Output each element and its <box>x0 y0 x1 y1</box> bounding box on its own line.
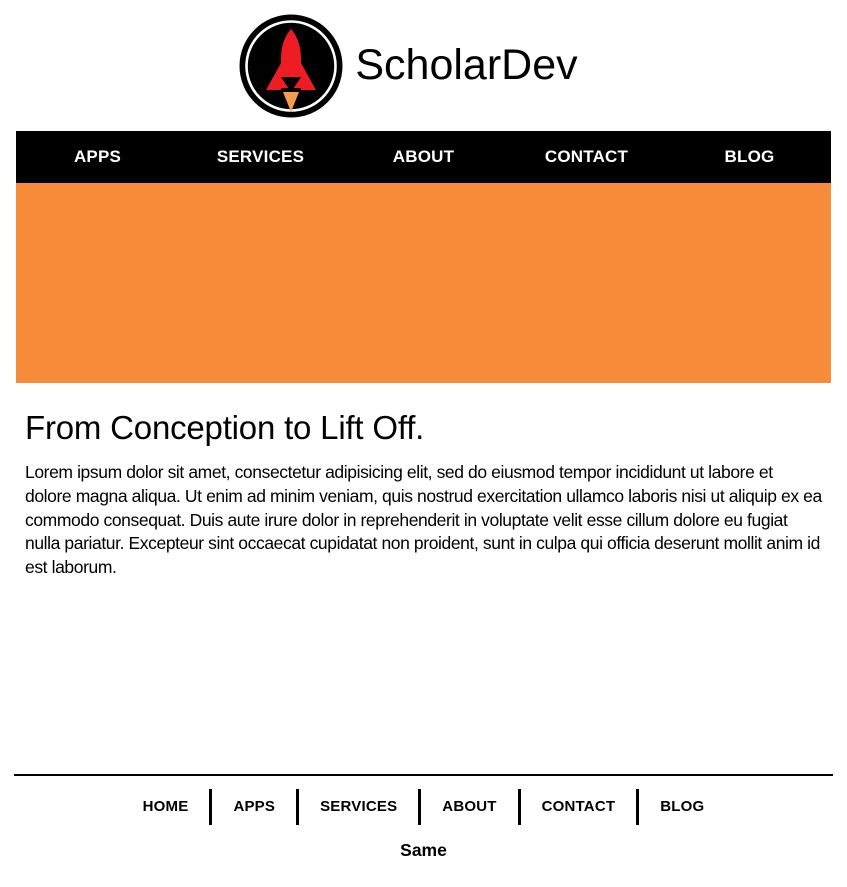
site-header <box>16 0 831 131</box>
page-container <box>16 0 831 861</box>
footer-nav-item-blog[interactable]: BLOG <box>660 798 705 816</box>
footer-nav-item-services[interactable]: SERVICES <box>320 798 398 816</box>
top-nav-item-contact[interactable]: CONTACT <box>544 147 629 166</box>
top-nav-item-about[interactable]: ABOUT <box>392 147 455 166</box>
top-nav-item-blog[interactable]: BLOG <box>724 147 775 166</box>
rocket-icon <box>239 14 343 118</box>
footer-nav-item-about[interactable]: ABOUT <box>442 798 497 816</box>
hero-banner <box>16 183 831 383</box>
main-content <box>16 409 831 580</box>
top-nav-item-apps[interactable]: APPS <box>73 147 122 166</box>
bottom-text: Same <box>400 839 447 860</box>
footer-nav-item-home[interactable]: HOME <box>142 798 189 816</box>
top-nav-item-services[interactable]: SERVICES <box>216 147 305 166</box>
footer-nav <box>16 778 831 836</box>
footer-nav-item-contact[interactable]: CONTACT <box>541 798 616 816</box>
footer-divider <box>14 774 833 776</box>
site-title: ScholarDev <box>355 41 578 89</box>
top-nav <box>16 131 831 183</box>
page-title: From Conception to Lift Off. <box>25 409 425 446</box>
footer-nav-item-apps[interactable]: APPS <box>233 798 276 816</box>
site-logo[interactable] <box>239 14 343 118</box>
intro-paragraph: Lorem ipsum dolor sit amet, consectetur adipisicing elit, sed do eiusmod tempor incididunt ut labore et dolore magna aliqua. Ut enim ad minim veniam, quis nostrud exercitation ullamco laboris nisi ut aliquip ex ea commodo consequat. Duis aute irure dolor in reprehenderit in voluptate velit esse cillum dolore eu fugiat nulla pariatur. Excepteur sint occaecat cupidatat non proident, sunt in culpa qui officia deserunt mollit anim id est laborum. <box>25 462 822 578</box>
